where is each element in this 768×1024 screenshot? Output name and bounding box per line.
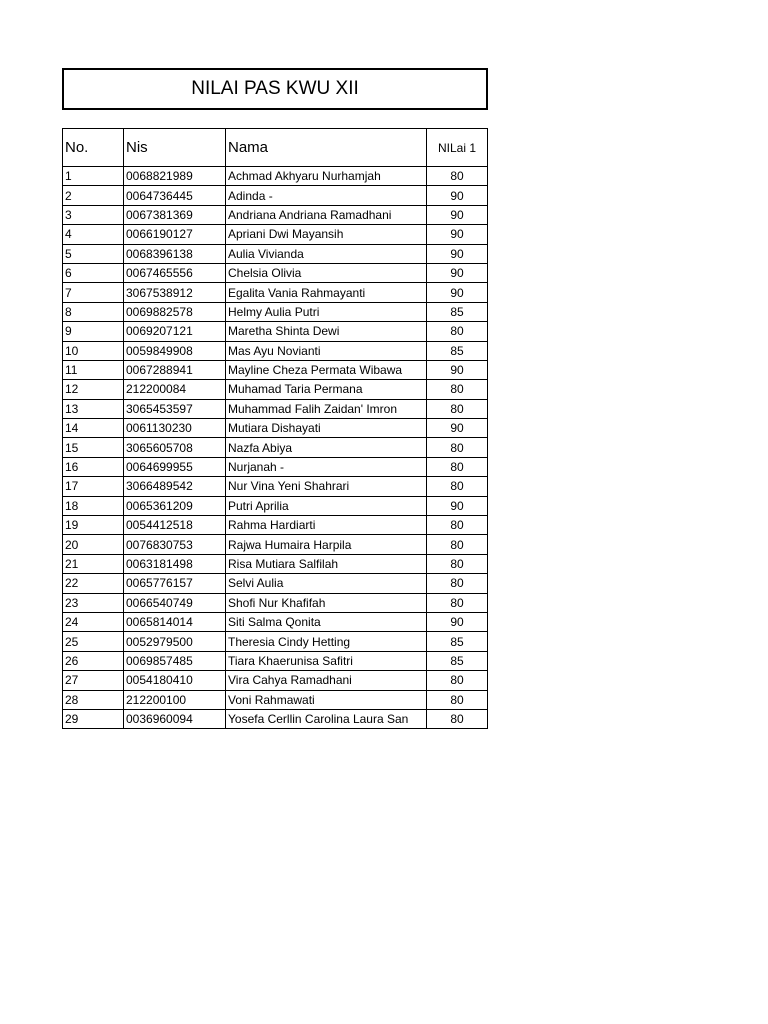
cell-no: 25 — [63, 632, 124, 651]
cell-nilai: 90 — [427, 263, 488, 282]
cell-no: 7 — [63, 283, 124, 302]
cell-no: 11 — [63, 360, 124, 379]
cell-nis: 0064699955 — [124, 457, 226, 476]
table-row — [63, 380, 488, 399]
table-row — [63, 167, 488, 186]
cell-nama: Nazfa Abiya — [226, 438, 427, 457]
cell-nama: Theresia Cindy Hetting — [226, 632, 427, 651]
cell-no: 24 — [63, 612, 124, 631]
cell-no: 15 — [63, 438, 124, 457]
cell-nilai: 90 — [427, 419, 488, 438]
cell-no: 22 — [63, 574, 124, 593]
cell-nilai: 80 — [427, 322, 488, 341]
cell-no: 19 — [63, 516, 124, 535]
cell-nilai: 90 — [427, 186, 488, 205]
cell-no: 29 — [63, 709, 124, 728]
table-row — [63, 651, 488, 670]
table-row — [63, 612, 488, 631]
cell-nis: 0065361209 — [124, 496, 226, 515]
cell-no: 23 — [63, 593, 124, 612]
cell-nis: 0066190127 — [124, 225, 226, 244]
table-row — [63, 632, 488, 651]
cell-nilai: 90 — [427, 612, 488, 631]
cell-nama: Rajwa Humaira Harpila — [226, 535, 427, 554]
cell-no: 20 — [63, 535, 124, 554]
cell-no: 21 — [63, 554, 124, 573]
cell-no: 4 — [63, 225, 124, 244]
header-row — [63, 129, 488, 167]
cell-nis: 0067288941 — [124, 360, 226, 379]
cell-nama: Aulia Vivianda — [226, 244, 427, 263]
column-header-nis: Nis — [124, 129, 226, 167]
table-row — [63, 360, 488, 379]
cell-no: 14 — [63, 419, 124, 438]
cell-nilai: 85 — [427, 632, 488, 651]
cell-nilai: 90 — [427, 205, 488, 224]
cell-no: 3 — [63, 205, 124, 224]
cell-nilai: 85 — [427, 302, 488, 321]
cell-nama: Mas Ayu Novianti — [226, 341, 427, 360]
cell-nama: Selvi Aulia — [226, 574, 427, 593]
page-title: NILAI PAS KWU XII — [62, 68, 488, 110]
cell-nilai: 90 — [427, 225, 488, 244]
cell-nis: 3065605708 — [124, 438, 226, 457]
table-row — [63, 535, 488, 554]
cell-nis: 0069857485 — [124, 651, 226, 670]
cell-nilai: 80 — [427, 593, 488, 612]
cell-nama: Nurjanah - — [226, 457, 427, 476]
cell-no: 12 — [63, 380, 124, 399]
table-row — [63, 302, 488, 321]
cell-nis: 0052979500 — [124, 632, 226, 651]
cell-no: 26 — [63, 651, 124, 670]
cell-nilai: 90 — [427, 360, 488, 379]
cell-nis: 3066489542 — [124, 477, 226, 496]
table-row — [63, 593, 488, 612]
cell-nilai: 80 — [427, 574, 488, 593]
table-row — [63, 496, 488, 515]
cell-nilai: 80 — [427, 690, 488, 709]
cell-no: 17 — [63, 477, 124, 496]
cell-nilai: 85 — [427, 651, 488, 670]
cell-no: 5 — [63, 244, 124, 263]
table-row — [63, 399, 488, 418]
cell-no: 9 — [63, 322, 124, 341]
cell-nilai: 80 — [427, 438, 488, 457]
table-row — [63, 457, 488, 476]
cell-nis: 0068821989 — [124, 167, 226, 186]
cell-nilai: 85 — [427, 341, 488, 360]
cell-nama: Nur Vina Yeni Shahrari — [226, 477, 427, 496]
cell-nis: 0059849908 — [124, 341, 226, 360]
cell-nama: Apriani Dwi Mayansih — [226, 225, 427, 244]
cell-nis: 212200100 — [124, 690, 226, 709]
table-row — [63, 263, 488, 282]
cell-nama: Egalita Vania Rahmayanti — [226, 283, 427, 302]
cell-no: 13 — [63, 399, 124, 418]
cell-nis: 0066540749 — [124, 593, 226, 612]
cell-nama: Rahma Hardiarti — [226, 516, 427, 535]
table-row — [63, 341, 488, 360]
column-header-nama: Nama — [226, 129, 427, 167]
cell-nilai: 80 — [427, 554, 488, 573]
cell-nilai: 80 — [427, 399, 488, 418]
cell-no: 16 — [63, 457, 124, 476]
cell-no: 2 — [63, 186, 124, 205]
cell-nama: Maretha Shinta Dewi — [226, 322, 427, 341]
cell-nis: 0064736445 — [124, 186, 226, 205]
cell-nilai: 90 — [427, 283, 488, 302]
table-row — [63, 225, 488, 244]
cell-no: 18 — [63, 496, 124, 515]
cell-nis: 0076830753 — [124, 535, 226, 554]
cell-nilai: 80 — [427, 380, 488, 399]
cell-nama: Vira Cahya Ramadhani — [226, 671, 427, 690]
cell-nis: 0065776157 — [124, 574, 226, 593]
cell-nis: 0061130230 — [124, 419, 226, 438]
cell-nis: 212200084 — [124, 380, 226, 399]
cell-nis: 0069207121 — [124, 322, 226, 341]
cell-nis: 0065814014 — [124, 612, 226, 631]
table-row — [63, 419, 488, 438]
table-row — [63, 516, 488, 535]
cell-nis: 3067538912 — [124, 283, 226, 302]
table-row — [63, 690, 488, 709]
cell-nilai: 80 — [427, 516, 488, 535]
cell-nis: 0067381369 — [124, 205, 226, 224]
cell-nama: Voni Rahmawati — [226, 690, 427, 709]
column-header-nilai: NILai 1 — [427, 129, 488, 167]
grades-table — [62, 128, 488, 729]
table-row — [63, 709, 488, 728]
table-row — [63, 574, 488, 593]
cell-nis: 0069882578 — [124, 302, 226, 321]
cell-nilai: 80 — [427, 457, 488, 476]
cell-nama: Muhamad Taria Permana — [226, 380, 427, 399]
cell-nilai: 90 — [427, 244, 488, 263]
cell-nis: 0054412518 — [124, 516, 226, 535]
cell-nilai: 90 — [427, 496, 488, 515]
cell-nilai: 80 — [427, 167, 488, 186]
cell-no: 6 — [63, 263, 124, 282]
cell-nilai: 80 — [427, 671, 488, 690]
table-row — [63, 322, 488, 341]
cell-nama: Chelsia Olivia — [226, 263, 427, 282]
cell-nis: 3065453597 — [124, 399, 226, 418]
cell-nama: Mayline Cheza Permata Wibawa — [226, 360, 427, 379]
table-row — [63, 186, 488, 205]
table-row — [63, 671, 488, 690]
column-header-no: No. — [63, 129, 124, 167]
cell-no: 27 — [63, 671, 124, 690]
cell-nama: Andriana Andriana Ramadhani — [226, 205, 427, 224]
table-row — [63, 477, 488, 496]
cell-nama: Tiara Khaerunisa Safitri — [226, 651, 427, 670]
cell-no: 1 — [63, 167, 124, 186]
cell-nilai: 80 — [427, 709, 488, 728]
cell-nilai: 80 — [427, 477, 488, 496]
table-row — [63, 554, 488, 573]
cell-nis: 0063181498 — [124, 554, 226, 573]
cell-no: 28 — [63, 690, 124, 709]
cell-nis: 0068396138 — [124, 244, 226, 263]
cell-nama: Putri Aprilia — [226, 496, 427, 515]
cell-no: 10 — [63, 341, 124, 360]
cell-nis: 0054180410 — [124, 671, 226, 690]
cell-nama: Shofi Nur Khafifah — [226, 593, 427, 612]
cell-nis: 0067465556 — [124, 263, 226, 282]
cell-nama: Adinda - — [226, 186, 427, 205]
table-row — [63, 283, 488, 302]
cell-no: 8 — [63, 302, 124, 321]
table-row — [63, 244, 488, 263]
cell-nilai: 80 — [427, 535, 488, 554]
cell-nis: 0036960094 — [124, 709, 226, 728]
cell-nama: Siti Salma Qonita — [226, 612, 427, 631]
table-row — [63, 438, 488, 457]
cell-nama: Muhammad Falih Zaidan' Imron — [226, 399, 427, 418]
cell-nama: Risa Mutiara Salfilah — [226, 554, 427, 573]
cell-nama: Mutiara Dishayati — [226, 419, 427, 438]
cell-nama: Helmy Aulia Putri — [226, 302, 427, 321]
cell-nama: Yosefa Cerllin Carolina Laura San — [226, 709, 427, 728]
table-row — [63, 205, 488, 224]
cell-nama: Achmad Akhyaru Nurhamjah — [226, 167, 427, 186]
